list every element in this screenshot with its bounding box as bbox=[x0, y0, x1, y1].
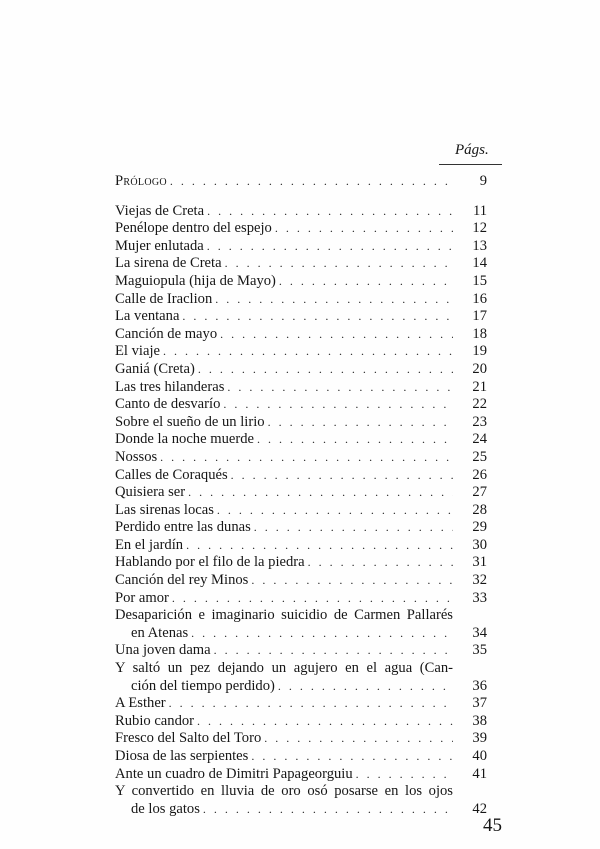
toc-entry[interactable] bbox=[115, 590, 487, 608]
toc-entry-page: 22 bbox=[472, 396, 487, 413]
dot-leader bbox=[186, 537, 453, 555]
dot-leader bbox=[268, 414, 453, 432]
toc-entry-title: Donde la noche muerde bbox=[115, 431, 254, 448]
dot-leader bbox=[191, 625, 453, 643]
toc-entry[interactable] bbox=[115, 343, 487, 361]
toc-entry[interactable] bbox=[115, 748, 487, 766]
dot-leader bbox=[264, 730, 453, 748]
toc-entry-page: 31 bbox=[472, 554, 487, 571]
toc-entry-title: Ganiá (Creta) bbox=[115, 360, 195, 377]
toc-entry-page: 11 bbox=[472, 202, 487, 219]
toc-entry-title: En el jardín bbox=[115, 536, 184, 553]
toc-entry-title: ción del tiempo perdido) bbox=[131, 677, 275, 694]
toc-entry[interactable] bbox=[115, 449, 487, 467]
dot-leader bbox=[225, 255, 453, 273]
dot-leader bbox=[356, 766, 453, 784]
toc-entry-page: 42 bbox=[472, 800, 487, 817]
toc-entry-page: 28 bbox=[472, 501, 487, 518]
toc-entry-title: Sobre el sueño de un lirio bbox=[115, 413, 265, 430]
toc-entry[interactable] bbox=[115, 730, 487, 748]
toc-entry[interactable] bbox=[115, 554, 487, 572]
dot-leader bbox=[203, 801, 453, 819]
toc-entry-page: 9 bbox=[479, 173, 487, 189]
toc-entry-page: 15 bbox=[472, 272, 487, 289]
dot-leader bbox=[197, 713, 453, 731]
toc-entry-page: 38 bbox=[472, 712, 487, 729]
dot-leader bbox=[275, 220, 453, 238]
toc-entry[interactable] bbox=[115, 255, 487, 273]
dot-leader bbox=[308, 554, 453, 572]
toc-entry-title: Una joven dama bbox=[115, 642, 211, 659]
toc-entry-title: Prólogo bbox=[115, 173, 167, 189]
toc-entry-page: 27 bbox=[472, 484, 487, 501]
toc-entry-title: La sirena de Creta bbox=[115, 255, 222, 272]
toc-entry-page: 18 bbox=[472, 325, 487, 342]
toc-entry-page: 23 bbox=[472, 413, 487, 430]
toc-entry-continuation bbox=[115, 801, 487, 819]
toc-entry[interactable] bbox=[115, 519, 487, 537]
toc-entry-page: 32 bbox=[472, 572, 487, 589]
toc-entry[interactable] bbox=[115, 238, 487, 256]
toc-entry-title: Diosa de las serpientes bbox=[115, 748, 249, 764]
dot-leader bbox=[257, 431, 453, 449]
toc-entry-title: Maguiopula (hija de Mayo) bbox=[115, 272, 276, 289]
toc-entry-page: 39 bbox=[472, 730, 487, 747]
dot-leader bbox=[227, 379, 453, 397]
toc-entry-title: Calle de Iraclion bbox=[115, 290, 213, 307]
dot-leader bbox=[214, 642, 453, 660]
toc-entry[interactable] bbox=[115, 642, 487, 660]
folio-page-number: 45 bbox=[483, 815, 502, 836]
toc-entry-title: Rubio candor bbox=[115, 712, 195, 729]
toc-entry-page: 40 bbox=[472, 748, 487, 764]
toc-entry-title: Por amor bbox=[115, 589, 169, 606]
toc-entry-title: Canción de mayo bbox=[115, 325, 218, 342]
toc-entry[interactable] bbox=[115, 572, 487, 590]
dot-leader bbox=[215, 291, 453, 309]
toc-entry-title-line: Desaparición e imaginario suicidio de Carmen Pallarés bbox=[115, 607, 453, 624]
toc-entry-title: de los gatos bbox=[131, 800, 200, 817]
toc-entry[interactable] bbox=[115, 502, 487, 520]
toc-entry[interactable] bbox=[115, 203, 487, 221]
toc-entry-title: Ante un cuadro de Dimitri Papageorguiu bbox=[115, 765, 353, 782]
toc-entry[interactable] bbox=[115, 326, 487, 344]
toc-entry-title: Quisiera ser bbox=[115, 484, 186, 501]
toc-entry-page: 34 bbox=[472, 624, 487, 641]
toc-entry-page: 36 bbox=[472, 677, 487, 694]
dot-leader bbox=[254, 519, 453, 537]
dot-leader bbox=[251, 572, 453, 590]
toc-entry-title: Calles de Coraqués bbox=[115, 466, 228, 483]
dot-leader bbox=[198, 361, 453, 379]
toc-entry-page: 41 bbox=[472, 765, 487, 782]
toc-entry-title: en Atenas bbox=[131, 624, 189, 641]
dot-leader bbox=[170, 173, 453, 191]
dot-leader bbox=[207, 203, 453, 221]
dot-leader bbox=[251, 748, 453, 766]
toc-entry-page: 19 bbox=[472, 343, 487, 360]
dot-leader bbox=[279, 273, 453, 291]
dot-leader bbox=[231, 467, 453, 485]
pages-column-rule bbox=[439, 164, 502, 165]
toc-entry-title: Mujer enlutada bbox=[115, 237, 204, 254]
dot-leader bbox=[188, 484, 453, 502]
dot-leader bbox=[217, 502, 453, 520]
toc-entry-page: 16 bbox=[472, 290, 487, 307]
toc-entry-page: 14 bbox=[472, 255, 487, 272]
toc-entry-page: 12 bbox=[472, 220, 487, 237]
toc-entry-title: Viejas de Creta bbox=[115, 202, 205, 219]
toc-entry-continuation bbox=[115, 678, 487, 696]
toc-entry[interactable] bbox=[115, 695, 487, 713]
toc-entry-page: 21 bbox=[472, 378, 487, 395]
toc-entry-title: Canto de desvarío bbox=[115, 396, 221, 413]
toc-entry-page: 13 bbox=[472, 237, 487, 254]
dot-leader bbox=[160, 449, 453, 467]
dot-leader bbox=[163, 343, 453, 361]
toc-entry-page: 35 bbox=[472, 642, 487, 659]
toc-entry-prologue[interactable] bbox=[115, 173, 487, 191]
toc-entry[interactable] bbox=[115, 713, 487, 731]
dot-leader bbox=[223, 396, 453, 414]
pages-column-label: Págs. bbox=[455, 142, 489, 158]
toc-entry[interactable] bbox=[115, 766, 487, 784]
toc-entry[interactable] bbox=[115, 431, 487, 449]
toc-entry-title-line: Y convertido en lluvia de oro osó posarse en los ojos bbox=[115, 783, 453, 800]
toc-entry-page: 30 bbox=[472, 536, 487, 553]
dot-leader bbox=[278, 678, 453, 696]
dot-leader bbox=[207, 238, 453, 256]
toc-entry[interactable] bbox=[115, 396, 487, 414]
toc-entry[interactable] bbox=[115, 467, 487, 485]
toc-entry[interactable] bbox=[115, 361, 487, 379]
dot-leader bbox=[172, 590, 453, 608]
dot-leader bbox=[169, 695, 453, 713]
toc-entry-title: Las sirenas locas bbox=[115, 501, 214, 518]
toc-entry-title-line: Y saltó un pez dejando un agujero en el agua (Can- bbox=[115, 660, 453, 677]
toc-entry-title: Las tres hilanderas bbox=[115, 378, 225, 395]
toc-entry-page: 29 bbox=[472, 519, 487, 536]
toc-entry-title: El viaje bbox=[115, 343, 160, 360]
toc-entry-title: Hablando por el filo de la piedra bbox=[115, 554, 305, 571]
toc-entry[interactable] bbox=[115, 414, 487, 432]
table-of-contents bbox=[115, 173, 487, 818]
toc-entry-continuation bbox=[115, 625, 487, 643]
toc-entry-multiline[interactable] bbox=[115, 607, 487, 642]
toc-entry[interactable] bbox=[115, 220, 487, 238]
toc-entry[interactable] bbox=[115, 537, 487, 555]
toc-entry[interactable] bbox=[115, 291, 487, 309]
toc-entry[interactable] bbox=[115, 308, 487, 326]
toc-entry-title: A Esther bbox=[115, 695, 166, 712]
toc-entry-title: Canción del rey Minos bbox=[115, 572, 249, 589]
toc-entry-multiline[interactable] bbox=[115, 783, 487, 818]
toc-entry-page: 24 bbox=[472, 431, 487, 448]
toc-entry-page: 37 bbox=[472, 695, 487, 712]
toc-entry-page: 26 bbox=[472, 466, 487, 483]
toc-entry-page: 33 bbox=[472, 589, 487, 606]
dot-leader bbox=[182, 308, 453, 326]
toc-entry-page: 20 bbox=[472, 360, 487, 377]
toc-entry-title: Fresco del Salto del Toro bbox=[115, 730, 262, 747]
toc-entry-title: Perdido entre las dunas bbox=[115, 519, 251, 536]
toc-entry-title: La ventana bbox=[115, 308, 180, 325]
toc-entry[interactable] bbox=[115, 484, 487, 502]
toc-entry-page: 17 bbox=[472, 308, 487, 325]
toc-entry-multiline[interactable] bbox=[115, 660, 487, 695]
toc-entry[interactable] bbox=[115, 273, 487, 291]
dot-leader bbox=[220, 326, 453, 344]
toc-entry[interactable] bbox=[115, 379, 487, 397]
toc-entry-title: Penélope dentro del espejo bbox=[115, 220, 272, 237]
toc-entry-title: Nossos bbox=[115, 448, 158, 465]
toc-entry-page: 25 bbox=[472, 448, 487, 465]
